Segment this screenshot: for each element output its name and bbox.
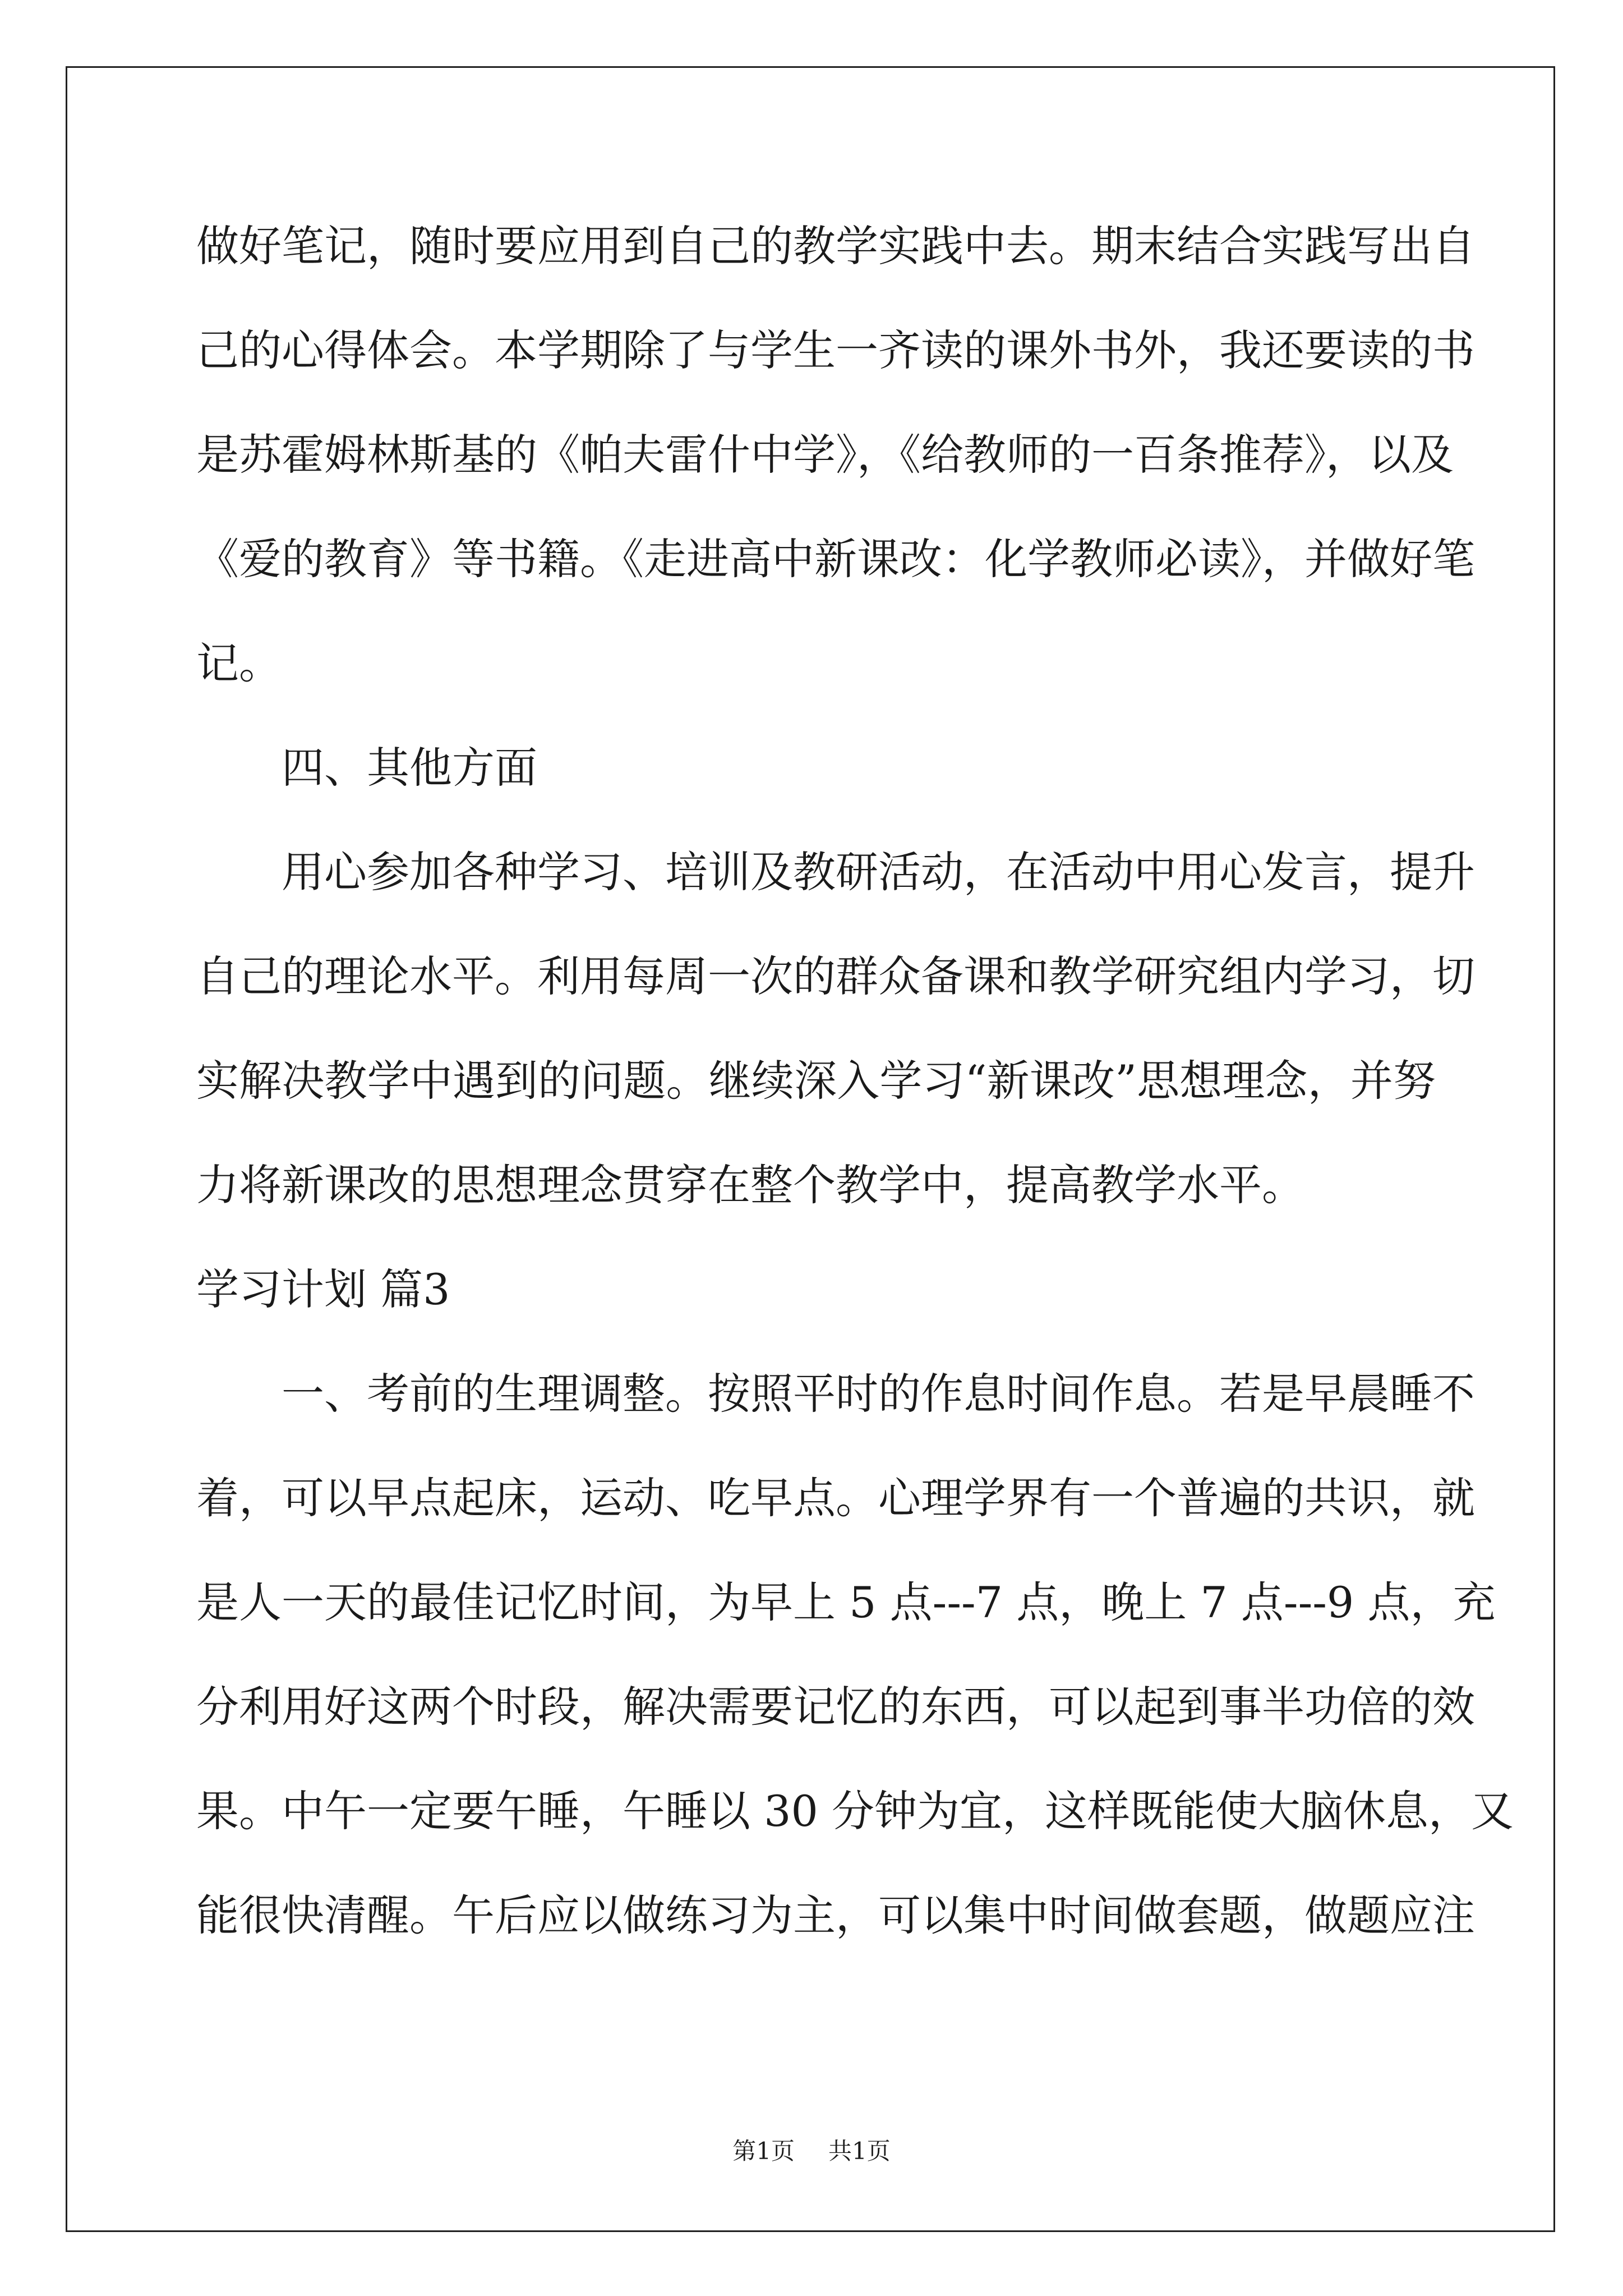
text-line: 力将新课改的思想理念贯穿在整个教学中，提高教学水平。 xyxy=(196,1160,1304,1210)
text-line: 是苏霍姆林斯基的《帕夫雷什中学》，《给教师的一百条推荐》，以及 xyxy=(196,430,1454,480)
page-footer xyxy=(0,2129,1623,2174)
page-number: 第1页 xyxy=(732,2137,795,2165)
page-total: 共1页 xyxy=(828,2137,891,2165)
article-heading: 学习计划 篇3 xyxy=(196,1264,450,1314)
text-line: 着，可以早点起床，运动、吃早点。心理学界有一个普遍的共识，就 xyxy=(196,1473,1475,1523)
text-line: 是人一天的最佳记忆时间，为早上 5 点---7 点，晚上 7 点---9 点，充 xyxy=(196,1577,1496,1627)
text-line: 做好笔记，随时要应用到自己的教学实践中去。期末结合实践写出自 xyxy=(196,221,1475,271)
text-line: 《爱的教育》等书籍。《走进高中新课改：化学教师必读》，并做好笔 xyxy=(196,534,1475,584)
text-line: 实解决教学中遇到的问题。继续深入学习“新课改”思想理念，并努 xyxy=(196,1056,1436,1106)
text-line: 己的心得体会。本学期除了与学生一齐读的课外书外，我还要读的书 xyxy=(196,325,1475,375)
text-line: 一、考前的生理调整。按照平时的作息时间作息。若是早晨睡不 xyxy=(282,1369,1475,1419)
text-line: 果。中午一定要午睡，午睡以 30 分钟为宜，这样既能使大脑休息，又 xyxy=(196,1786,1514,1836)
text-line: 自己的理论水平。利用每周一次的群众备课和教学研究组内学习，切 xyxy=(196,951,1475,1001)
section-heading: 四、其他方面 xyxy=(282,743,537,793)
text-line: 用心参加各种学习、培训及教研活动，在活动中用心发言，提升 xyxy=(282,847,1475,897)
text-line: 分利用好这两个时段，解决需要记忆的东西，可以起到事半功倍的效 xyxy=(196,1682,1475,1732)
text-line: 记。 xyxy=(196,638,282,688)
text-line: 能很快清醒。午后应以做练习为主，可以集中时间做套题，做题应注 xyxy=(196,1890,1475,1940)
